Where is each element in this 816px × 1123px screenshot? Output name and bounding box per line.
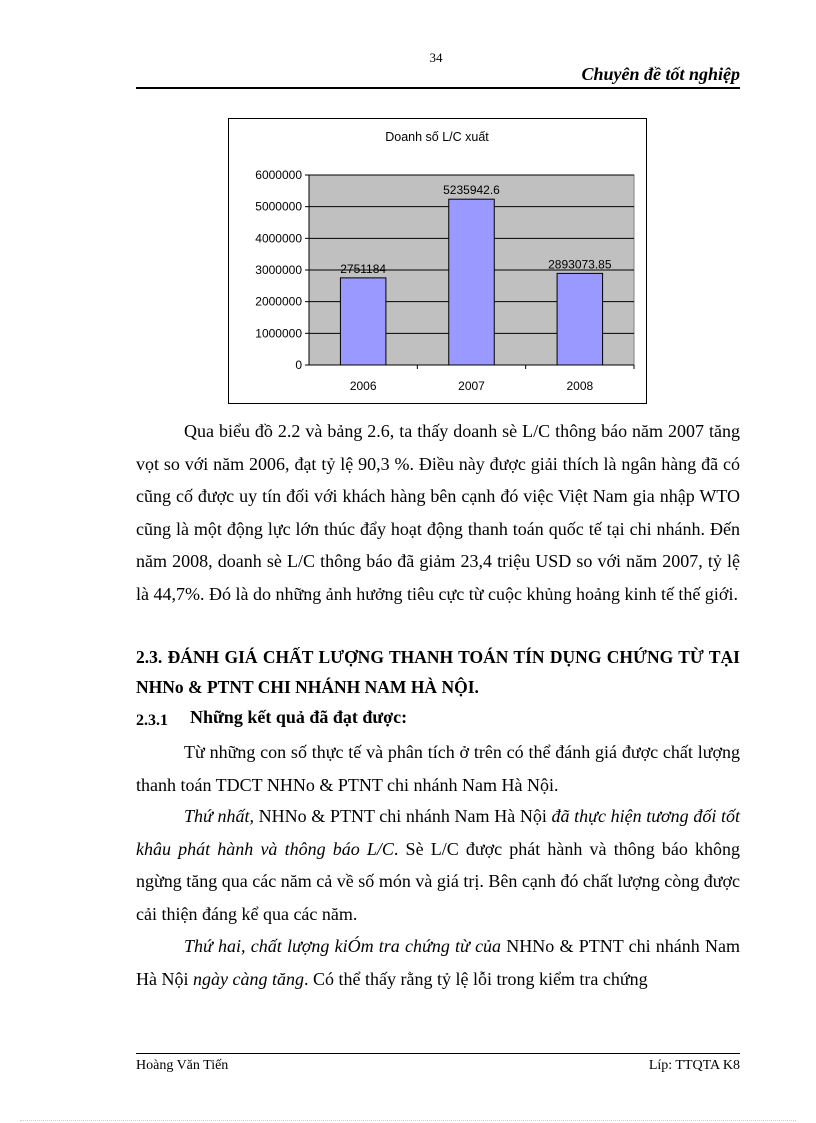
x-tick-label-2006: 2006 — [349, 379, 377, 393]
y-tick-label: 0 — [295, 358, 302, 372]
paragraph-4-text-a: NHNo & PTNT chi nhánh Nam Hà Nội — [136, 936, 740, 989]
y-tick-label: 1000000 — [255, 326, 302, 341]
bar-chart — [228, 118, 647, 404]
paragraph-3-lead: Thứ nhất, — [184, 806, 254, 826]
page-edge — [20, 1120, 796, 1121]
bar-2006 — [340, 278, 386, 365]
paragraph-4-italic: ngày càng tăng — [193, 968, 304, 989]
x-tick-label-2007: 2007 — [458, 379, 485, 393]
y-tick-label: 5000000 — [255, 199, 302, 214]
y-tick-label: 4000000 — [255, 231, 302, 246]
paragraph-2: Từ những con số thực tế và phân tích ở trên có thể đánh giá được chất lượng thanh toán TDCT NHNo & PTNT chi nhánh Nam Hà Nội. — [136, 742, 740, 795]
page-number: 34 — [429, 50, 443, 65]
footer-rule — [136, 1053, 740, 1054]
data-label-2008: 2893073.85 — [548, 257, 612, 272]
chart-title: Doanh số L/C xuất — [385, 130, 489, 144]
chart-canvas — [229, 119, 646, 403]
header-rule — [136, 87, 740, 89]
x-tick-label-2008: 2008 — [566, 379, 594, 393]
running-title: Chuyên đề tốt nghiệp — [581, 64, 740, 84]
bar-2007 — [449, 199, 495, 365]
bar-2008 — [557, 273, 603, 365]
y-tick-label: 6000000 — [255, 168, 302, 182]
paragraph-4-text-c: . Có thể thấy rằng tỷ lệ lỗi trong kiểm tra chứng — [303, 968, 648, 989]
section-2-3-heading: 2.3. ĐÁNH GIÁ CHẤT LƯỢNG THANH TOÁN TÍN DỤNG CHỨNG TỪ TẠI NHNo & PTNT CHI NHÁNH NAM HÀ NỘI. — [136, 647, 740, 697]
data-label-2006: 2751184 — [340, 261, 387, 276]
paragraph-3-italic: đã thực hiện tương đối tốt khâu phát hành và thông báo L/C — [136, 806, 740, 859]
x-axis-ticks — [350, 365, 634, 393]
paragraph-3-text-a: NHNo & PTNT chi nhánh Nam Hà Nội — [253, 806, 552, 826]
section-2-3-1-title: Những kết quả đã đạt được: — [190, 707, 408, 727]
paragraph-4 — [136, 930, 740, 995]
paragraph-4-lead: Thứ hai, chất lượng kiÓm tra chứng từ của — [184, 936, 502, 956]
footer-author: Hoàng Văn Tiến — [136, 1058, 229, 1073]
y-tick-label: 3000000 — [255, 263, 302, 277]
paragraph-3-text-c: . Sè L/C được phát hành và thông báo không ngừng tăng qua các năm cả về số món và giá trị. Bên cạnh đó chất lượng còng được cải thiện đáng kể qua các năm. — [136, 838, 740, 924]
paragraph-1: Qua biểu đồ 2.2 và bảng 2.6, ta thấy doanh sè L/C thông báo năm 2007 tăng vọt so với năm 2006, đạt tỷ lệ 90,3 %. Điều này được giải thích là ngân hàng đã có cũng cố được uy tín đối với khách hàng bên cạnh đó việc Việt Nam gia nhập WTO cũng là một động lực lớn thúc đẩy hoạt động thanh toán quốc tế tại chi nhánh. Đến năm 2008, doanh sè L/C thông báo đã giảm 23,4 triệu USD so với năm 2007, tỷ lệ là 44,7%. Đó là do những ảnh hưởng tiêu cực từ cuộc khủng hoảng kinh tế thế giới. — [136, 421, 740, 604]
data-label-2007: 5235942.6 — [443, 183, 500, 198]
paragraph-3 — [136, 800, 740, 930]
footer-class: Líp: TTQTA K8 — [648, 1058, 740, 1073]
section-2-3-1-number: 2.3.1 — [136, 712, 168, 729]
y-tick-label: 2000000 — [255, 294, 302, 309]
y-axis-ticks — [255, 168, 309, 372]
